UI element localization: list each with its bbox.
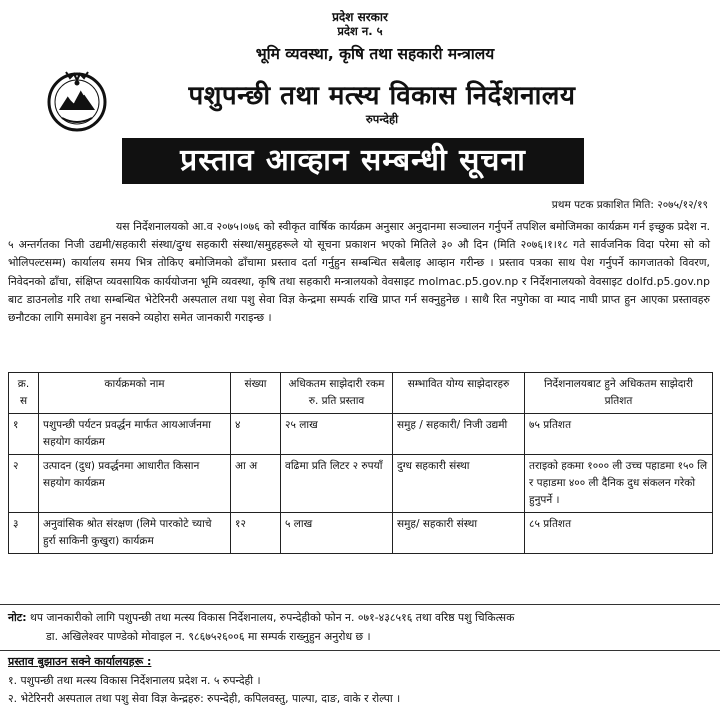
cell-sn: २: [9, 455, 39, 513]
province-title: प्रदेश न. ५: [337, 24, 383, 38]
cell-partners: दुग्ध सहकारी संस्था: [393, 455, 525, 513]
program-table: [8, 372, 713, 554]
notice-banner: प्रस्ताव आव्हान सम्बन्धी सूचना: [122, 138, 584, 184]
table-row: [9, 513, 713, 554]
notice-body: यस निर्देशनालयको आ.व २०७५।०७६ को स्वीकृत वार्षिक कार्यक्रम अनुसार अनुदानमा सञ्चालन गर्नुपर्ने तपशिल बमोजिमका कार्यक्रम गर्न इच्छुक प्रदेश न. ५ अन्तर्गतका निजी उद्यमी/सहकारी संस्था/दुग्ध सहकारी संस्था/समुहहरूले यो सूचना प्रकाशन भएको मितिले ३० औ दिन (मिति २०७६।१।१८ गते सार्वजनिक विदा परेमा सो को भोलिपल्टसम्म) कार्यालय समय भित्र तोकिए बमोजिमको ढाँचामा प्रस्ताव दर्ता गर्नुहुन सम्बन्धित सबैलाइ आव्हान गरीन्छ । प्रस्ताव पत्रका साथ पेश गर्नुपर्ने कागजातको विवरण, निवेदनको ढाँचा, संक्षिप्त व्यवसायिक कार्ययोजना भूमि व्यवस्था, कृषि तथा सहकारी मन्त्रालयको वेवसाइट molmac.p5.gov.np र निर्देशनालयको वेवसाइट dolfd.p5.gov.np बाट डाउनलोड गरि तथा सम्बन्धित भेटेरिनरी अस्पताल तथा पशु सेवा विज्ञ केन्द्रमा सम्पर्क राखि प्राप्त गर्न सक्नुहुनेछ । साथै रित नपुगेका वा म्याद नाघी प्राप्त हुन आएका प्रस्तावहरु छनौटका लागि समावेश हुन नसक्ने व्यहोरा समेत जानकारी गराइन्छ ।: [8, 220, 710, 325]
contact-note: [8, 608, 712, 646]
table-header-row: [9, 373, 713, 414]
cell-amount: २५ लाख: [281, 414, 393, 455]
list-item: २. भेटेरिनरी अस्पताल तथा पशु सेवा विज्ञ केन्द्रहरु: रुपन्देही, कपिलवस्तु, पाल्पा, दाङ, वाके र रोल्पा ।: [8, 692, 401, 705]
note-label: नोट:: [8, 611, 27, 624]
cell-count: १२: [231, 513, 281, 554]
cell-program: पशुपन्छी पर्यटन प्रवर्द्धन मार्फत आयआर्जनमा सहयोग कार्यक्रम: [39, 414, 231, 455]
cell-percent: तराइको हकमा १००० ली उच्च पहाडमा १५० लि र पहाडमा ४०० ली दैनिक दुध संकलन गरेको हुनुपर्ने ।: [525, 455, 713, 513]
cell-sn: ३: [9, 513, 39, 554]
publication-date: प्रथम पटक प्रकाशित मिति: २०७५/१२/१९: [551, 199, 708, 211]
cell-partners: समुह/ सहकारी संस्था: [393, 513, 525, 554]
divider: [0, 604, 720, 605]
district-title: रुपन्देही: [365, 112, 399, 126]
col-header-sn: क्र. स: [9, 373, 39, 414]
directorate-title: पशुपन्छी तथा मत्स्य विकास निर्देशनालय: [188, 81, 576, 111]
cell-amount: ५ लाख: [281, 513, 393, 554]
note-line-1: थप जानकारीको लागि पशुपन्छी तथा मत्स्य विकास निर्देशनालय, रुपन्देहीको फोन न. ०७१-४३८५१६ तथा वरिष्ठ पशु चिकित्सक: [30, 611, 515, 624]
table-row: [9, 455, 713, 513]
submit-offices-heading: प्रस्ताव बुझाउन सक्ने कार्यालयहरू :: [8, 655, 152, 668]
cell-program: उत्पादन (दुध) प्रवर्द्धनमा आधारीत किसान सहयोग कार्यक्रम: [39, 455, 231, 513]
cell-count: ४: [231, 414, 281, 455]
submit-offices-list: [8, 672, 400, 708]
cell-sn: १: [9, 414, 39, 455]
col-header-percent: निर्देशनालयबाट हुने अधिकतम साझेदारी प्रतिशत: [525, 373, 713, 414]
note-line-2: डा. अखिलेश्वर पाण्डेको मोवाइल न. ९८६७५२६००६ मा सम्पर्क राख्नुहुन अनुरोध छ ।: [46, 630, 371, 643]
col-header-program: कार्यक्रमको नाम: [39, 373, 231, 414]
col-header-amount: अधिकतम साझेदारी रकम रु. प्रति प्रस्ताव: [281, 373, 393, 414]
divider: [0, 650, 720, 651]
table-row: [9, 414, 713, 455]
cell-count: आ अ: [231, 455, 281, 513]
col-header-count: संख्या: [231, 373, 281, 414]
cell-percent: ७५ प्रतिशत: [525, 414, 713, 455]
col-header-partners: सम्भावित योग्य साझेदारहरु: [393, 373, 525, 414]
cell-program: अनुवांसिक श्रोत संरक्षण (लिमे पारकोटे च्याचे हुर्रा साकिनी कुखुरा) कार्यक्रम: [39, 513, 231, 554]
cell-partners: समुह / सहकारी/ निजी उद्यमी: [393, 414, 525, 455]
ministry-title: भूमि व्यवस्था, कृषि तथा सहकारी मन्त्रालय: [255, 45, 495, 63]
govt-title: प्रदेश सरकार: [332, 10, 388, 24]
list-item: १. पशुपन्छी तथा मत्स्य विकास निर्देशनालय प्रदेश न. ५ रुपन्देही ।: [8, 674, 261, 687]
cell-percent: ८५ प्रतिशत: [525, 513, 713, 554]
cell-amount: वढिमा प्रति लिटर २ रुपयाँ: [281, 455, 393, 513]
